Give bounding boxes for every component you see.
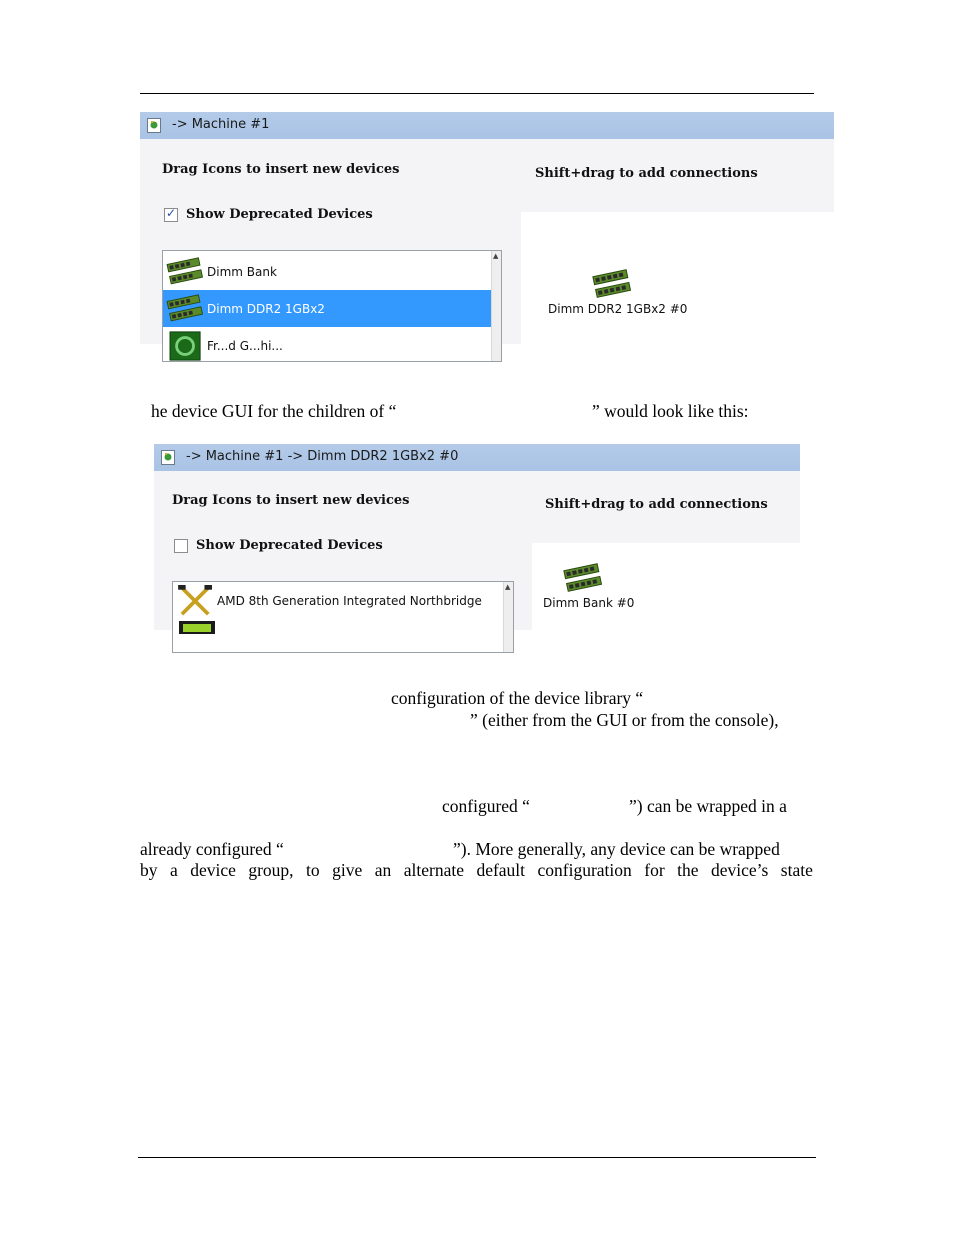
word: group, [248,860,294,880]
list-item-graphics[interactable] [163,327,491,364]
canvas-node-dimm-bank[interactable] [543,562,634,610]
app-icon [161,450,175,465]
word: the [677,860,699,880]
body-line-3b: ”) can be wrapped in a [629,796,787,816]
northbridge-icon [177,585,215,617]
dimm-icon [592,268,632,302]
drag-icons-label: Drag Icons to insert new devices [172,493,410,508]
list-scrollbar[interactable] [503,582,513,652]
scroll-up-icon[interactable]: ▲ [505,583,511,591]
footer-rule [138,1157,816,1158]
device-canvas[interactable] [532,543,800,630]
device-gui-panel-dimm [154,444,800,630]
word: alternate [403,860,464,880]
device-library-list[interactable] [172,581,514,653]
list-item-label: Fr...d G...hi... [207,339,283,353]
canvas-node-label: Dimm Bank #0 [543,596,635,610]
dimm-icon [563,562,603,596]
graphics-chip-icon [167,330,205,362]
show-deprecated-checkbox[interactable] [174,539,188,553]
panel-titlebar [154,444,800,471]
chip-icon [177,620,217,634]
word: default [476,860,526,880]
app-icon [147,118,161,133]
word: for [644,860,665,880]
list-item-dimm-ddr2[interactable] [163,290,491,327]
body-line-1: configuration of the device library “ [391,688,644,708]
list-item-label: Dimm DDR2 1GBx2 [207,302,325,316]
word: a [169,860,178,880]
word: give [332,860,363,880]
scroll-up-icon[interactable]: ▲ [493,252,499,260]
panel-title: -> Machine #1 [172,117,270,132]
word: state [780,860,813,880]
caption-left: he device GUI for the children of “ [151,401,397,421]
word: to [306,860,320,880]
dimm-icon [167,256,205,288]
body-line-3a: configured “ [442,796,530,816]
body-line-4b: ”). More generally, any device can be wrapped [453,839,780,859]
canvas-node-label: Dimm DDR2 1GBx2 #0 [548,302,688,316]
show-deprecated-label: Show Deprecated Devices [196,538,383,553]
canvas-node-dimm-ddr2[interactable] [548,268,687,316]
list-item-label: Dimm Bank [207,265,277,279]
drag-icons-label: Drag Icons to insert new devices [162,162,400,177]
device-canvas[interactable] [521,212,834,344]
word: an [374,860,392,880]
word: by [140,860,158,880]
list-item-northbridge[interactable] [173,582,503,619]
shift-drag-label: Shift+drag to add connections [535,166,758,181]
word: device’s [710,860,769,880]
panel-title: -> Machine #1 -> Dimm DDR2 1GBx2 #0 [186,449,459,464]
device-gui-panel-machine [140,112,834,353]
device-library-list[interactable] [162,250,502,362]
list-item-label: AMD 8th Generation Integrated Northbridge [217,594,482,608]
word: configuration [537,860,632,880]
show-deprecated-checkbox[interactable] [164,208,178,222]
header-rule [140,93,814,94]
dimm-icon [167,293,205,325]
word: device [190,860,236,880]
list-scrollbar[interactable] [491,251,501,361]
shift-drag-label: Shift+drag to add connections [545,497,768,512]
body-line-5 [140,860,813,881]
list-item-dimm-bank[interactable] [163,253,491,290]
caption-right: ” would look like this: [592,401,749,421]
show-deprecated-label: Show Deprecated Devices [186,207,373,222]
panel-titlebar [140,112,834,139]
body-line-4a: already configured “ [140,839,284,859]
body-line-2: ” (either from the GUI or from the console), [470,710,779,730]
